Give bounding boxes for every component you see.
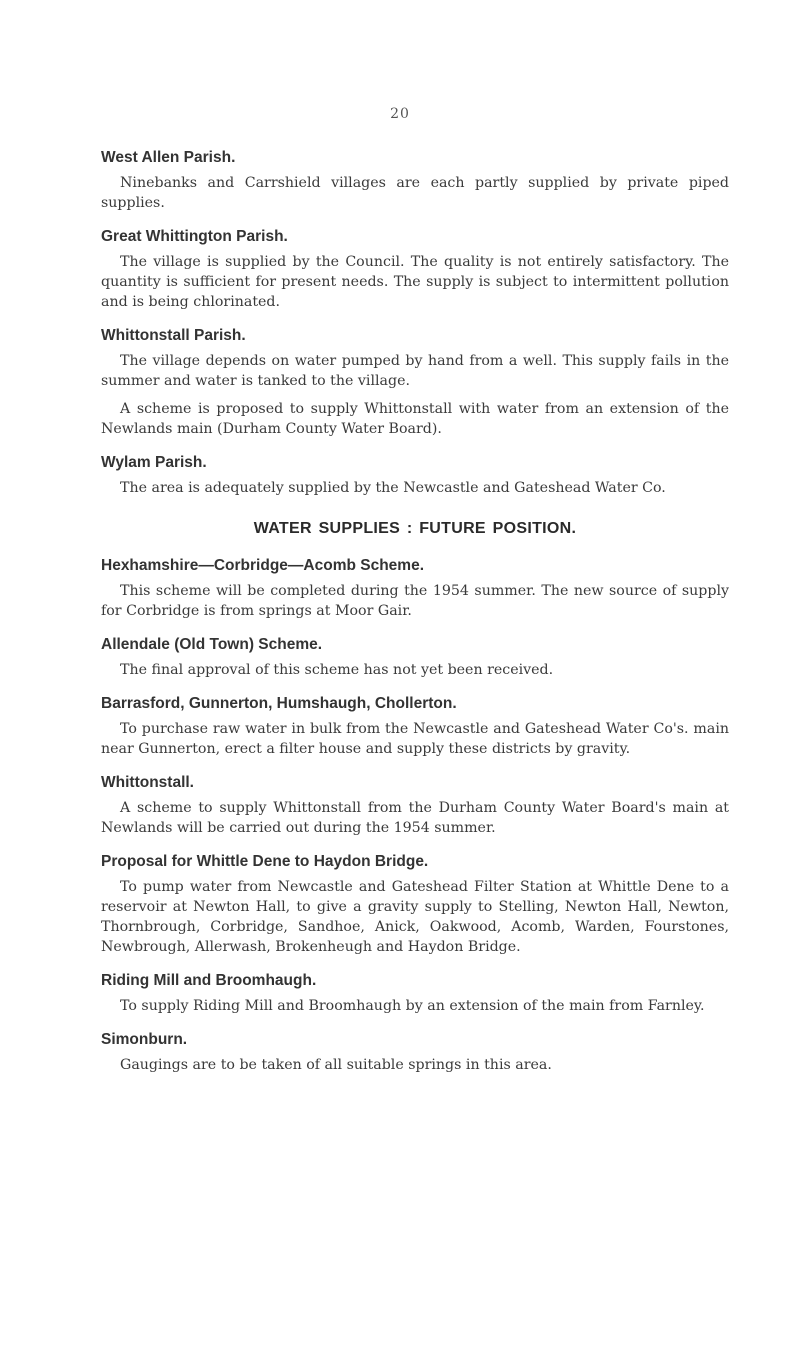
section-paragraph: A scheme is proposed to supply Whittonstall with water from an extension of the Newlands main (Durham County Water Board).	[101, 401, 729, 437]
section-wylam	[101, 453, 729, 498]
section-hexhamshire-scheme	[101, 556, 729, 621]
section-whittle-dene	[101, 852, 729, 957]
section-paragraph: To purchase raw water in bulk from the Newcastle and Gateshead Water Co's. main near Gunnerton, erect a filter house and supply these districts by gravity.	[101, 721, 729, 757]
section-heading: Barrasford, Gunnerton, Humshaugh, Chollerton.	[101, 695, 457, 712]
section-simonburn	[101, 1030, 729, 1075]
section-riding-mill	[101, 971, 729, 1016]
page-number: 20	[390, 106, 410, 122]
section-paragraph: The area is adequately supplied by the Newcastle and Gateshead Water Co.	[120, 480, 666, 496]
section-paragraph: This scheme will be completed during the 1954 summer. The new source of supply for Corbridge is from springs at Moor Gair.	[101, 583, 729, 619]
document-body	[101, 148, 729, 1089]
section-west-allen	[101, 148, 729, 213]
section-paragraph: Ninebanks and Carrshield villages are each partly supplied by private piped supplies.	[101, 175, 729, 211]
section-allendale-scheme	[101, 635, 729, 680]
section-heading: Proposal for Whittle Dene to Haydon Bridge.	[101, 853, 429, 870]
section-heading: Whittonstall Parish.	[101, 327, 246, 344]
section-paragraph: The village depends on water pumped by hand from a well. This supply fails in the summer and water is tanked to the village.	[101, 353, 729, 389]
section-heading: Simonburn.	[101, 1031, 188, 1048]
section-barrasford	[101, 694, 729, 759]
future-position-title: WATER SUPPLIES : FUTURE POSITION.	[253, 520, 577, 537]
section-paragraph: A scheme to supply Whittonstall from the Durham County Water Board's main at Newlands will be carried out during the 1954 summer.	[101, 800, 729, 836]
section-paragraph: The village is supplied by the Council. The quality is not entirely satisfactory. The quantity is sufficient for present needs. The supply is subject to intermittent pollution and is being chlorinated.	[101, 254, 729, 310]
section-paragraph: To pump water from Newcastle and Gateshead Filter Station at Whittle Dene to a reservoir at Newton Hall, to give a gravity supply to Stelling, Newton Hall, Newton, Thornbrough, Corbridge, Sandhoe, Anick, Oakwood, Acomb, Warden, Fourstones, Newbrough, Allerwash, Brokenheugh and Haydon Bridge.	[101, 879, 729, 955]
section-paragraph: To supply Riding Mill and Broomhaugh by an extension of the main from Farnley.	[120, 998, 705, 1014]
section-heading: Great Whittington Parish.	[101, 228, 288, 245]
section-heading: West Allen Parish.	[101, 149, 236, 166]
section-heading: Hexhamshire—Corbridge—Acomb Scheme.	[101, 557, 425, 574]
section-great-whittington	[101, 227, 729, 312]
section-heading: Wylam Parish.	[101, 454, 207, 471]
section-whittonstall-parish	[101, 326, 729, 439]
section-paragraph: The final approval of this scheme has not yet been received.	[120, 662, 554, 678]
section-heading: Whittonstall.	[101, 774, 194, 791]
section-heading: Allendale (Old Town) Scheme.	[101, 636, 323, 653]
section-heading: Riding Mill and Broomhaugh.	[101, 972, 317, 989]
section-paragraph: Gaugings are to be taken of all suitable springs in this area.	[120, 1057, 552, 1073]
section-whittonstall	[101, 773, 729, 838]
